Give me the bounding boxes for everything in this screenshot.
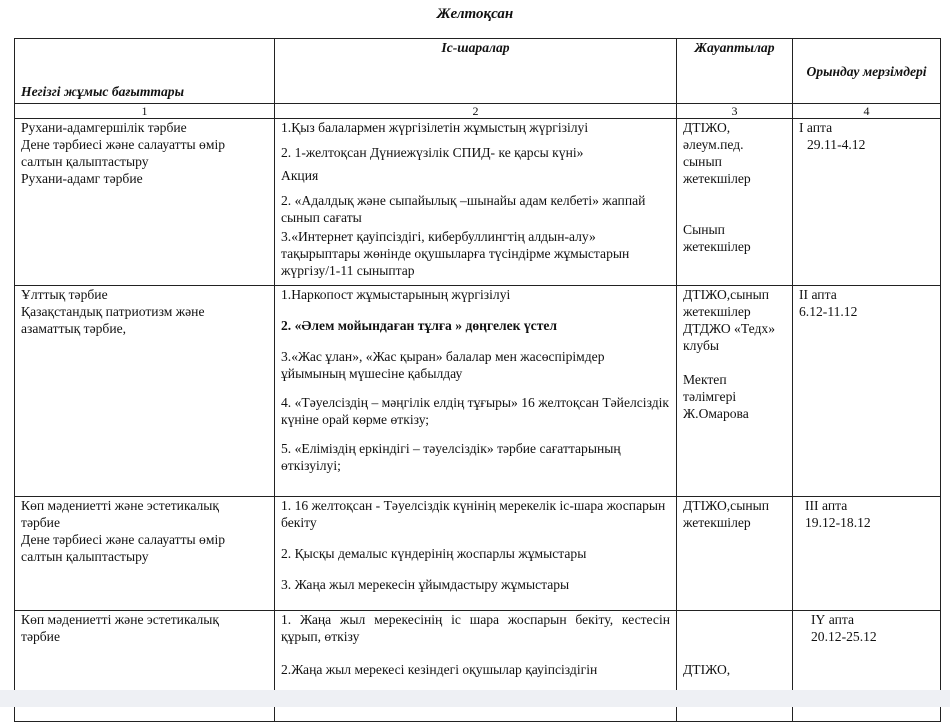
event-item: 5. «Еліміздің еркіндігі – тәуелсіздік» тәрбие сағаттарының өткізуілуі; (281, 441, 621, 473)
header-row (15, 39, 941, 104)
responsible-cell (677, 286, 793, 497)
event-item: 3.«Жас ұлан», «Жас қыран» балалар мен жасөспірімдер ұйымының мүшесіне қабылдау (281, 349, 605, 381)
responsible-line: жетекшілер (683, 515, 751, 530)
responsible-line: жетекшілер (683, 171, 751, 186)
column-number: 2 (275, 104, 677, 119)
event-item: 4. «Тәуелсіздің – мәңгілік елдің тұғыры» 16 желтоқсан Тәйелсіздік күніне орай көрме өткізу; (281, 395, 669, 427)
deadline-cell (793, 497, 941, 611)
responsible-cell (677, 119, 793, 286)
deadline-cell (793, 286, 941, 497)
responsible-line: клубы (683, 338, 720, 353)
deadline-week: ІҮ апта (811, 612, 855, 627)
deadline-week: ІІ апта (799, 287, 837, 302)
event-item: 2. Қысқы демалыс күндерінің жоспарлы жұмыстары (281, 546, 587, 561)
event-item: 3. Жаңа жыл мерекесін ұйымдастыру жұмыстары (281, 577, 570, 592)
events-cell (275, 497, 677, 611)
direction-line: Қазақстандық патриотизм және (21, 304, 205, 319)
table-row (15, 497, 941, 611)
direction-cell (15, 119, 275, 286)
responsible-line: ДТІЖО,сынып (683, 498, 770, 513)
direction-line: Ұлттық тәрбие (21, 287, 108, 302)
deadline-dates: 29.11-4.12 (807, 137, 866, 152)
direction-line: тәрбие (21, 515, 60, 530)
responsible-line: Мектеп (683, 372, 727, 387)
event-item: 1. Жаңа жыл мерекесінің іс шара жоспарын бекіту, кестесін құрып, өткізу (281, 612, 670, 644)
responsible-line (683, 354, 786, 371)
event-item: 2.Жаңа жыл мерекесі кезіндегі оқушылар қауіпсіздігін (281, 662, 598, 677)
responsible-line: ДТДЖО «Тедх» (683, 321, 775, 336)
responsible-line: Ж.Омарова (683, 406, 749, 421)
responsible-line: жетекшілер (683, 304, 751, 319)
responsible-line (683, 187, 786, 221)
event-item: 2. «Әлем мойындаған тұлға » дөңгелек үстел (281, 318, 558, 333)
document-title: Желтоқсан (436, 6, 514, 22)
event-item: Акция (281, 168, 319, 183)
events-cell (275, 286, 677, 497)
direction-line: салтын қалыптастыру (21, 154, 149, 169)
events-cell (275, 119, 677, 286)
direction-line: Рухани-адамгершілік тәрбие (21, 120, 187, 135)
header-responsible: Жауаптылар (677, 39, 793, 104)
deadline-cell (793, 119, 941, 286)
header-direction: Негізгі жұмыс бағыттары (15, 39, 275, 104)
header-deadline: Орындау мерзімдері (793, 39, 941, 104)
column-number: 3 (677, 104, 793, 119)
table-row (15, 286, 941, 497)
responsible-line: жетекшілер (683, 239, 751, 254)
deadline-week: І апта (799, 120, 833, 135)
responsible-line: ДТІЖО,сынып (683, 287, 770, 302)
direction-cell (15, 497, 275, 611)
direction-line: азаматтық тәрбие, (21, 321, 127, 336)
table-row (15, 119, 941, 286)
direction-line: Рухани-адамг тәрбие (21, 171, 143, 186)
event-item: 1.Наркопост жұмыстарының жүргізілуі (281, 287, 511, 302)
responsible-line: Сынып (683, 222, 725, 237)
event-item: 2. 1-желтоқсан Дүниежүзілік СПИД- ке қарсы күні» (281, 145, 584, 160)
direction-line: Дене тәрбиесі және салауатты өмір (21, 137, 226, 152)
event-item: 1. 16 желтоқсан - Тәуелсіздік күнінің мерекелік іс-шара жоспарын бекіту (281, 498, 666, 530)
direction-cell (15, 286, 275, 497)
direction-line: Көп мәдениетті және эстетикалық (21, 612, 220, 627)
deadline-dates: 19.12-18.12 (805, 515, 871, 530)
deadline-dates: 20.12-25.12 (811, 629, 877, 644)
direction-line: Көп мәдениетті және эстетикалық (21, 498, 220, 513)
header-events: Іс-шаралар (275, 39, 677, 104)
responsible-line: әлеум.пед. (683, 137, 744, 152)
direction-line: Дене тәрбиесі және салауатты өмір (21, 532, 226, 547)
column-number: 1 (15, 104, 275, 119)
direction-line: салтын қалыптастыру (21, 549, 149, 564)
column-number: 4 (793, 104, 941, 119)
event-item: 2. «Адалдық және сыпайылық –шынайы адам келбеті» жаппай сынып сағаты (281, 193, 646, 225)
responsible-line: ДТІЖО, (683, 120, 731, 135)
deadline-week: ІІІ апта (805, 498, 848, 513)
direction-line: тәрбие (21, 629, 60, 644)
viewer-bottom-bar (0, 690, 950, 707)
plan-table (14, 38, 941, 722)
responsible-line: тәлімгері (683, 389, 737, 404)
event-item: 3.«Интернет қауіпсіздігі, кибербуллингтің алдын-алу» тақырыптары жөнінде оқушыларға түсіндірме жұмыстарын жүргізу/1-11 сыныптар (281, 229, 630, 278)
deadline-dates: 6.12-11.12 (799, 304, 858, 319)
responsible-line: ДТІЖО, (683, 662, 731, 677)
event-item: 1.Қыз балалармен жүргізілетін жұмыстың жүргізілуі (281, 120, 589, 135)
column-number-row (15, 104, 941, 119)
responsible-line: сынып (683, 154, 722, 169)
responsible-cell (677, 497, 793, 611)
